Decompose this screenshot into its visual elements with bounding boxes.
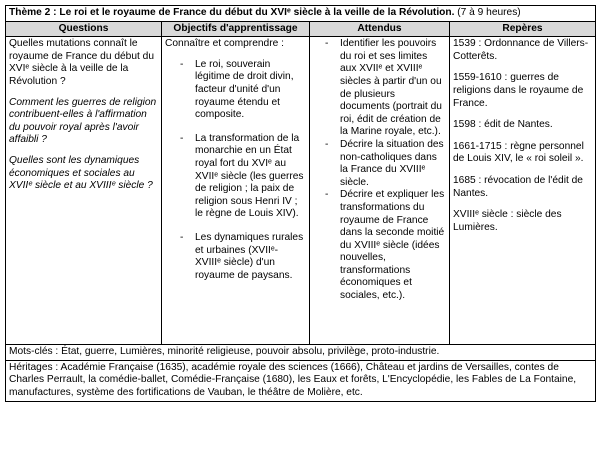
objectifs-list: [165, 59, 306, 283]
program-table: [5, 5, 596, 402]
heritages: Héritages : Académie Française (1635), académie royale des sciences (1666), Château et jardins de Versailles, contes de Charles Perrault, la comédie-ballet, Comédie-Française (1680), les Eaux et forêts, L'Encyclopédie, les Fables de La Fontaine, manufactures, système des fortifications de Vauban, le théâtre de Molière, etc.: [6, 360, 596, 401]
mots-cles: Mots-clés : État, guerre, Lumières, minorité religieuse, pouvoir absolu, privilège, proto-industrie.: [6, 345, 596, 361]
reperes-cell: [450, 37, 596, 345]
objectifs-intro: Connaître et comprendre :: [165, 38, 284, 50]
theme-title: [6, 6, 596, 22]
attendu-item: - Décrire et expliquer les transformations du royaume de France dans la seconde moitié du XVIIIᵉ siècle (idées nouvelles, transformations économiques et sociales, etc.).: [313, 189, 446, 302]
header-attendus: Attendus: [310, 21, 450, 37]
objectif-item: - La transformation de la monarchie en un État royal fort du XVIᵉ au XVIIᵉ siècle (les guerres de religion ; la paix de religion sous Henri IV ; le règne de Louis XIV).: [165, 133, 306, 221]
question-item: Quelles sont les dynamiques économiques et sociales au XVIIᵉ siècle et au XVIIIᵉ siècle ?: [9, 154, 153, 192]
theme-duration: (7 à 9 heures): [457, 7, 521, 18]
question-item: Comment les guerres de religion contribuent-elles à l'affirmation du pouvoir royal après l'avoir affaibli ?: [9, 96, 157, 146]
objectifs-cell: [162, 37, 310, 345]
header-objectifs: Objectifs d'apprentissage: [162, 21, 310, 37]
repere-item: 1685 : révocation de l'édit de Nantes.: [453, 174, 583, 199]
content-row: [6, 37, 596, 345]
attendus-cell: [310, 37, 450, 345]
objectif-item: - Les dynamiques rurales et urbaines (XVIIᵉ- XVIIIᵉ siècle) d'un royaume de paysans.: [165, 232, 306, 282]
repere-item: 1598 : édit de Nantes.: [453, 119, 553, 131]
attendu-item: - Identifier les pouvoirs du roi et ses limites aux XVIIᵉ et XVIIIᵉ siècles à partir d'un ou de plusieurs documents (portrait du roi, édit de création de la Marine royale, etc.).: [313, 38, 446, 139]
questions-cell: [6, 37, 162, 345]
theme-title-label: Thème 2 : Le roi et le royaume de France du début du XVIᵉ siècle à la veille de la Révolution.: [9, 7, 455, 18]
attendus-list: [313, 38, 446, 302]
heritages-row: [6, 360, 596, 401]
repere-item: XVIIIᵉ siècle : siècle des Lumières.: [453, 209, 562, 233]
objectif-item: - Le roi, souverain légitime de droit divin, facteur d'unité d'un royaume étendu et composite.: [165, 59, 306, 122]
header-questions: Questions: [6, 21, 162, 37]
header-reperes: Repères: [450, 21, 596, 37]
header-row: [6, 21, 596, 37]
mots-cles-row: [6, 345, 596, 361]
repere-item: 1559-1610 : guerres de religions dans le royaume de France.: [453, 72, 584, 109]
attendu-item: - Décrire la situation des non-catholiques dans la France du XVIIIᵉ siècle.: [313, 139, 446, 189]
title-row: [6, 6, 596, 22]
repere-item: 1661-1715 : règne personnel de Louis XIV, le « roi soleil ».: [453, 140, 584, 165]
repere-item: 1539 : Ordonnance de Villers-Cotterêts.: [453, 38, 589, 62]
question-item: Quelles mutations connaît le royaume de France du début du XVIᵉ siècle à la veille de la Révolution ?: [9, 38, 154, 87]
